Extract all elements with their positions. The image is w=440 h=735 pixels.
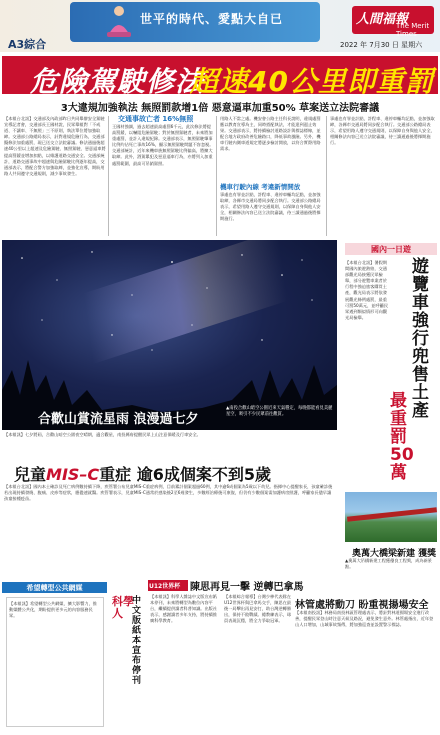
column-divider xyxy=(216,116,217,236)
vertical-headline-1: 遊覽車強行兜售土產 xyxy=(412,257,429,421)
vertical-headline-2: 最重罰50萬 xyxy=(390,391,414,483)
bridge-title: 奧萬大橋梁新建 獲獎 xyxy=(352,549,437,559)
baseball-article: 【本報綜合報導】台灣少棒代表隊在U12世界杯與巴拿馬交手，陳思在最後一局擊出再見安打，助台灣逆轉勝出，保持不敗戰績。總教練表示，球員表現沉穩，將全力爭取冠軍。 xyxy=(224,594,292,624)
mis-c-article: 【本報台北訊】國內本土確診及死亡病例數持續下降，疾管署公布兒童MIS-C重症病例，目前累計個案超過60例，其中逾6成個案為5歲以下幼兒。指揮中心提醒家長，孩童確診後若出現持續發燒、腹痛、皮疹等症狀，應儘速就醫。疾管署表示，兒童MIS-C通常於感染後2至6週發生，多數經治療後可康復，但仍有少數個案需加護病房照護，呼籲家長儘早讓孩童接種疫苗。 xyxy=(4,484,333,502)
lead-article-col3b: 事處也有罪並計點，許程車、違停車輛均記點，並加強取締，各縣市交通局將同步配合執行。交通部公路總局表示，希望用路人遵守交通規則，以保障自身與他人安全，相關修法內容已送立法院審議，待三讀通過後將擇期施行。 xyxy=(220,192,321,222)
mis-c-headline-post: 重症 逾6成個案不到5歲 xyxy=(99,465,271,484)
tour-bus-article: 【本報台北訊】暑假期間國內旅遊熱絡，交通部觀光局接獲民眾檢舉，部分遊覽車業者於行程中強迫旅客購買土產，觀光局表示將依發展觀光條例處罰，最重可罰50萬元，並呼籲民眾遇到類似情形可向觀光局檢舉。 xyxy=(345,260,389,320)
headline-part1: 危險駕駛修法 xyxy=(30,65,205,98)
meditating-person-icon xyxy=(104,4,134,40)
bridge-note: ▲奧萬大吊橋新建工程獲優良工程獎，成為新景點。 xyxy=(345,558,432,570)
science-article: 【本報訊】科學人雜誌中文版宣布紙本停刊，未來將轉型為數位內容平台，繼續提供讀者科普知識。出版社表示，感謝讀者多年支持，將持續推廣科學教育。 xyxy=(150,594,218,624)
slogan-text: 世平的時代、愛點大自已 xyxy=(140,12,284,26)
subheadline: 3大違規加強執法 無照罰款增1倍 惡意逼車加重50% 草案送立法院審議 xyxy=(60,103,380,114)
science-vertical-1: 科學人 xyxy=(112,595,134,620)
dateline: 2022 年 7月30 日 星期六 xyxy=(340,41,423,49)
u12-tag: U12世界杯 xyxy=(149,583,181,590)
photo-caption-text: 【本報訊】七夕將屆，合歡山暗空公園夜空晴朗，適合觀星，南投縣府提醒民眾上山注意保暖及行車安全。 xyxy=(4,432,201,437)
forest-article: 【本報南投訊】林務局南投林區管理處表示，將針對林道揚場安全進行改善，提醒民眾登山時注意天候及路況，避免發生意外。林管處指出，近年登山人口增加，山域事故頻傳，將加強巡查並設置警示標誌。 xyxy=(295,610,434,628)
column-divider xyxy=(108,116,109,236)
section-label: A3綜合 xyxy=(8,38,47,51)
baseball-headline: 陳思再見一擊 逆轉巴拿馬 xyxy=(190,582,304,593)
photo-note: ▲南投合歡山暗空公園近來天氣穩定，每晚都能看見美麗星空，吸引不少民眾前往觀賞。 xyxy=(226,406,333,417)
science-vertical-2: 中文版紙本宣布停刊 xyxy=(132,596,142,686)
lead-article-subhead-1: 交通事故亡者 16%無照 xyxy=(118,115,194,123)
milky-way-photo xyxy=(2,240,337,430)
lead-article-col1: 【本報台北訊】交通部及內政部昨日共同舉辦安全駕駛宣導記者會，交通部長王國材說，民眾舉報對「不戒道、不讓車、不無照」三不原則，執法單位將加強取締。交通部公路總局表示，針對違規危險行為，交通部擬修法加重處罰，現已送交立法院審議。修法通過後超速40公里以上超速及危險駕駛、無照駕駛、惡意逼車將提高罰鍰並增加扣點，以維護道路交通安全。交通部統計，道路交通事故中超速與危險駕駛比例逐年提高，交通部表示，將配合警方加強取締，並強化宣導，期盼用路人共同遵守交通規則，減少事故發生。 xyxy=(4,116,106,176)
photo-title: 合歡山賞流星雨 浪漫過七夕 xyxy=(38,412,199,427)
column-divider xyxy=(326,116,327,236)
promo-text: 【本報訊】希望轉型公共網媒，擴大影響力，推動媒體公共化，期盼提供更多元的內容服務民眾。 xyxy=(9,601,97,619)
popular-label: 希望轉型公共網媒 xyxy=(26,584,83,592)
mis-c-headline xyxy=(14,462,271,485)
lead-article-col2: 王國材強調，過去超速最高處罰6千元，此次修法將提高罰鍰，以嚇阻危險駕駛；對於無照駕駛者，未來將加重處罰，並計入違規紀錄。交通部表示，無照駕駛肇事比例約佔死亡事故16%，顯示無照駕駛問題不容忽視。交通部統計，近年來機車族無照駕駛比例偏高，將擴大取締。此外，酒駕累犯及惡意逼車行為，亦將列入加重處罰範圍，最高可吊銷駕照。 xyxy=(112,124,214,166)
mis-c-headline-pre: 兒童 xyxy=(14,465,47,484)
lead-article-col4: 事處也有罪並計點，許程車、違停車輛均記點，並加強取締，各縣市交通局將同步配合執行。交通部公路總局表示，希望用路人遵守交通規則，以保障自身與他人安全，相關修法內容已送立法院審議，待三讀通過後將擇期施行。 xyxy=(330,116,435,146)
logo-subtitle: The Merit Times xyxy=(396,22,430,38)
lead-article-subhead-2: 機車行駛內線 考違新情開放 xyxy=(220,183,301,191)
lead-article-col3: 用路人不當之處。機安會公路主任科長說明，違規處罰應以教育宣導為主，同時搭配執法，才能達到遏止效果。交通部表示，將持續檢討道路設計與標誌標線，並配合地方政府改善危險路口，降低事故風險。另外，機車行駛內側車道規定將逐步檢討開放，以符合實際用路需求。 xyxy=(220,116,321,152)
forest-headline: 林管處將動刀 盼重視揚場安全 xyxy=(295,600,429,611)
headline-part2: 超速40公里即重罰 xyxy=(190,65,434,98)
mis-c-headline-em: MIS–C xyxy=(46,465,100,484)
logo-title: 人間福報 xyxy=(356,12,409,27)
domestic-tag: 國內一日遊 xyxy=(371,245,411,254)
